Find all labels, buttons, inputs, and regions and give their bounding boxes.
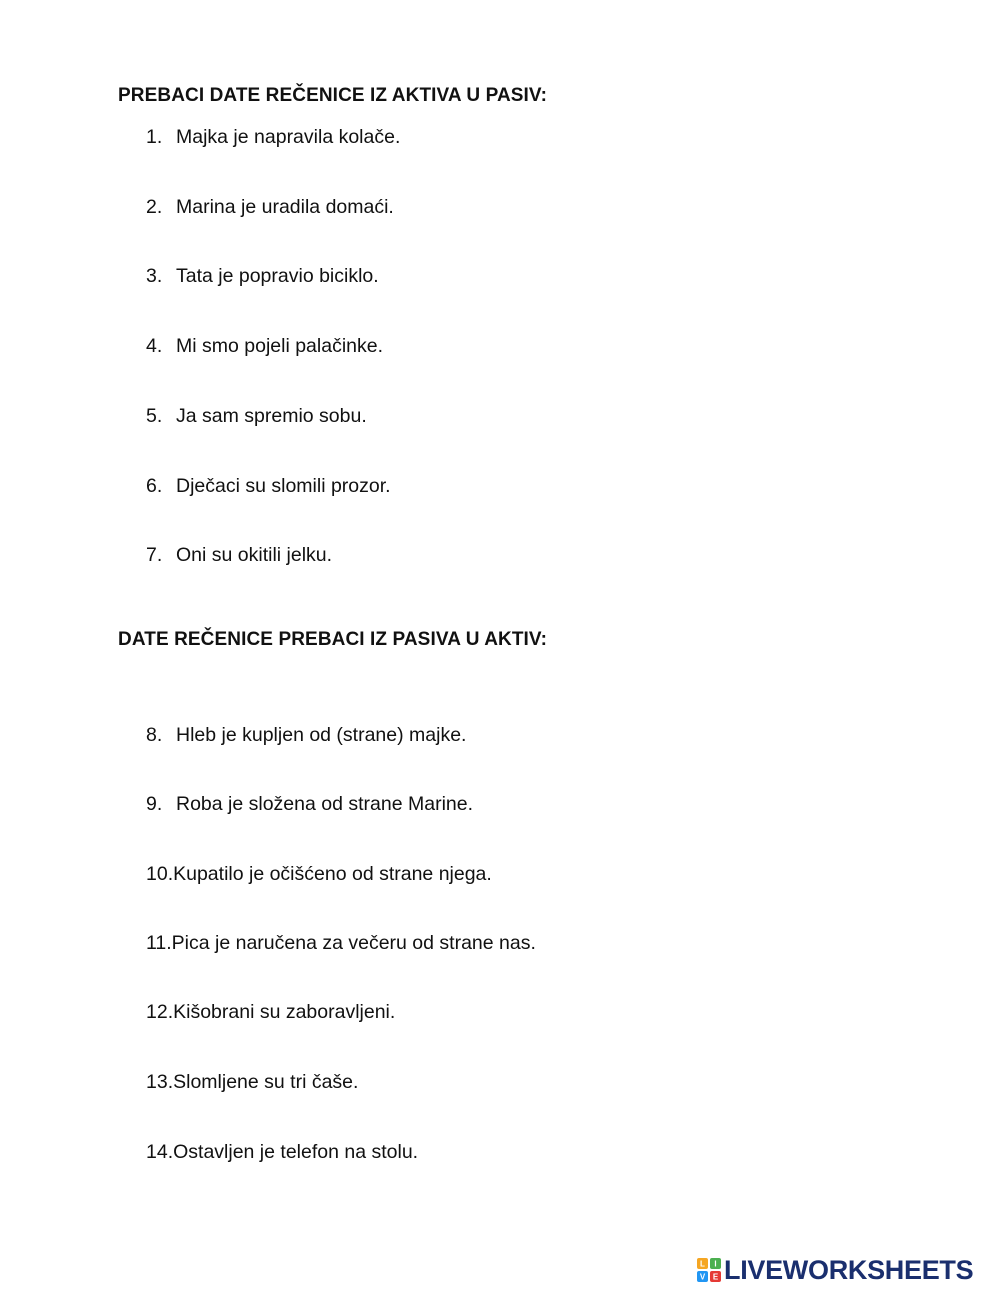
item-text: Kupatilo je očišćeno od strane njega. [173,863,492,885]
item-text: Roba je složena od strane Marine. [176,793,474,815]
item-number: 14. [146,1141,174,1163]
list-item [146,405,367,428]
svg-text:I: I [714,1259,717,1269]
list-item [146,335,383,358]
item-number: 2. [146,196,163,218]
item-number: 3. [146,265,163,287]
item-number: 11. [146,932,172,954]
item-text: Kišobrani su zaboravljeni. [173,1001,396,1023]
item-text: Dječaci su slomili prozor. [176,475,391,497]
list-item [146,544,332,567]
item-number: 1. [146,126,163,148]
svg-text:L: L [700,1259,705,1269]
item-text: Majka je napravila kolače. [176,126,401,148]
list-item [146,1141,418,1164]
item-number: 10. [146,863,174,885]
item-number: 12. [146,1001,174,1023]
item-text: Pica je naručena za večeru od strane nas. [171,932,536,954]
item-text: Mi smo pojeli palačinke. [176,335,384,357]
item-number: 13. [146,1071,174,1093]
list-item [146,265,379,288]
svg-text:E: E [712,1272,719,1282]
item-text: Marina je uradila domaći. [176,196,394,218]
item-number: 8. [146,724,163,746]
item-number: 7. [146,544,163,566]
list-item [146,793,473,816]
section1-heading: PREBACI DATE REČENICE IZ AKTIVA U PASIV: [118,85,548,106]
item-text: Ostavljen je telefon na stolu. [173,1141,419,1163]
list-item [146,724,466,747]
item-text: Slomljene su tri čaše. [173,1071,359,1093]
item-text: Ja sam spremio sobu. [176,405,367,427]
item-text: Tata je popravio biciklo. [176,265,379,287]
list-item [146,196,394,219]
svg-text:V: V [699,1272,706,1282]
liveworksheets-logo[interactable] [697,1255,973,1285]
list-item [146,1001,395,1024]
list-item [146,932,536,955]
item-text: Oni su okitili jelku. [176,544,333,566]
logo-text: LIVEWORKSHEETS [724,1254,974,1285]
item-text: Hleb je kupljen od (strane) majke. [176,724,467,746]
liveworksheets-logo-icon [697,1258,721,1282]
item-number: 9. [146,793,163,815]
section2-heading: DATE REČENICE PREBACI IZ PASIVA U AKTIV: [118,629,548,650]
list-item [146,1071,358,1094]
list-item [146,126,400,149]
item-number: 4. [146,335,163,357]
item-number: 6. [146,475,163,497]
list-item [146,863,492,886]
item-number: 5. [146,405,163,427]
list-item [146,475,391,498]
